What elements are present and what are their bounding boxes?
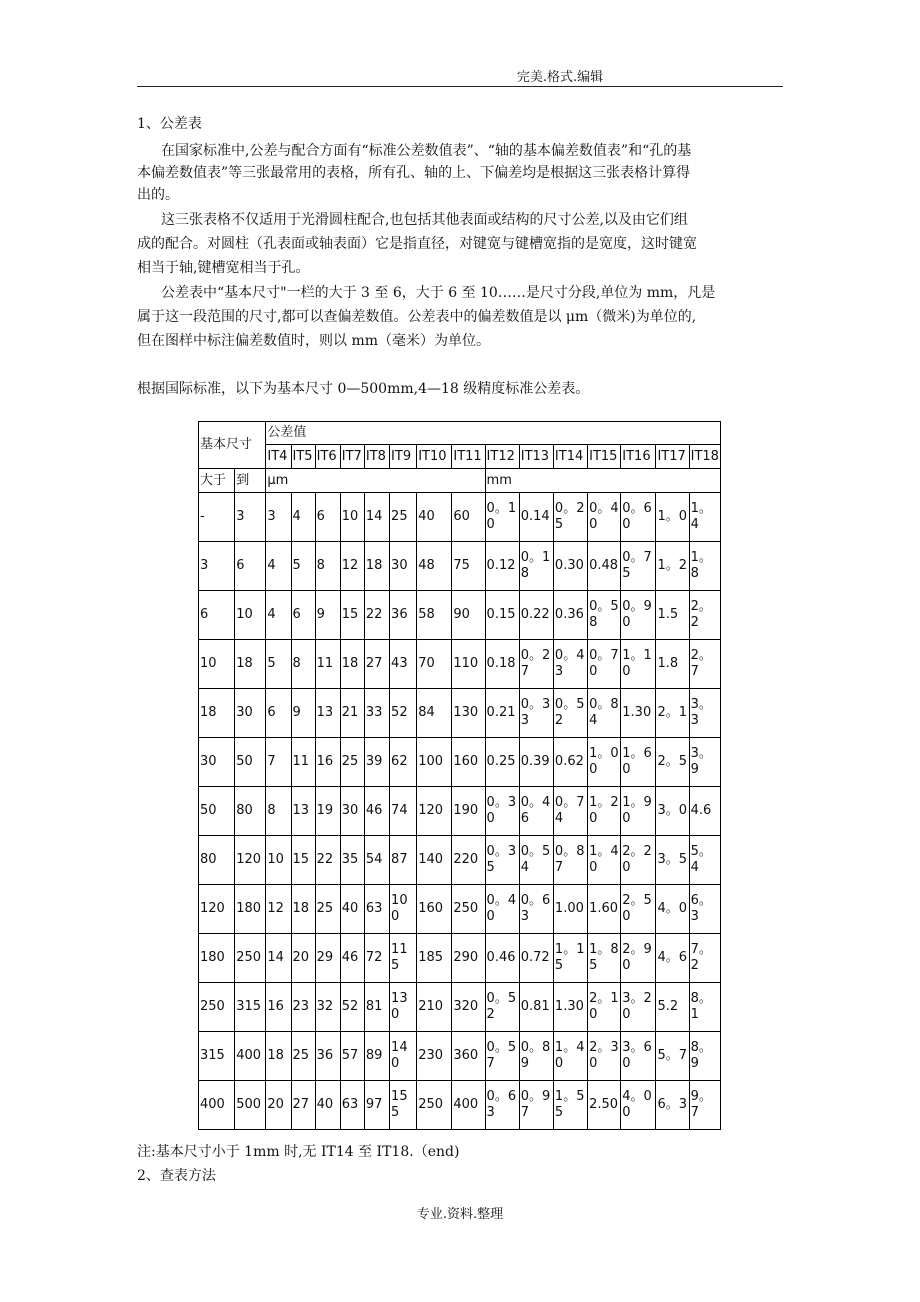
size-to-cell: 180 (235, 885, 266, 934)
tolerance-cell: 48 (417, 542, 452, 591)
tolerance-cell: 3。9 (689, 738, 720, 787)
tolerance-cell: 3 (266, 493, 291, 542)
tolerance-cell: 1。20 (588, 787, 621, 836)
tolerance-cell: 4。00 (621, 1081, 656, 1130)
tolerance-cell: 0。70 (588, 640, 621, 689)
tolerance-cell: 1。85 (588, 934, 621, 983)
table-row (199, 738, 721, 787)
tolerance-cell: 18 (340, 640, 364, 689)
size-from-cell: 80 (199, 836, 235, 885)
tolerance-cell: 22 (364, 591, 389, 640)
tolerance-cell: 5 (291, 542, 315, 591)
tolerance-cell: 74 (390, 787, 417, 836)
grade-header: IT12 (485, 445, 519, 469)
table-row (199, 934, 721, 983)
tolerance-cell: 0。46 (519, 787, 553, 836)
paragraph-line: 出的。 (137, 187, 179, 203)
size-from-cell: 18 (199, 689, 235, 738)
tolerance-cell: 89 (364, 1032, 389, 1081)
table-row (199, 640, 721, 689)
tolerance-cell: 27 (364, 640, 389, 689)
tolerance-cell: 0。25 (553, 493, 587, 542)
tolerance-cell: 0.46 (485, 934, 519, 983)
header-rule (137, 86, 783, 87)
grade-header: IT5 (291, 445, 315, 469)
tolerance-cell: 0。10 (485, 493, 519, 542)
tolerance-cell: 320 (452, 983, 485, 1032)
tolerance-cell: 0。74 (553, 787, 587, 836)
tolerance-cell: 1。55 (553, 1081, 587, 1130)
tolerance-cell: 30 (390, 542, 417, 591)
tolerance-cell: 36 (390, 591, 417, 640)
tolerance-cell: 15 (291, 836, 315, 885)
tolerance-cell: 62 (390, 738, 417, 787)
tolerance-cell: 0。97 (519, 1081, 553, 1130)
tolerance-cell: 0。18 (519, 542, 553, 591)
size-from-cell: 250 (199, 983, 235, 1032)
tolerance-cell: 0.18 (485, 640, 519, 689)
tolerance-cell: 0。89 (519, 1032, 553, 1081)
tolerance-cell: 0.62 (553, 738, 587, 787)
tolerance-cell: 54 (364, 836, 389, 885)
tolerance-cell: 36 (315, 1032, 340, 1081)
grade-header-row (199, 445, 721, 469)
tolerance-cell: 3。3 (689, 689, 720, 738)
tolerance-cell: 12 (340, 542, 364, 591)
tolerance-cell: 0。87 (553, 836, 587, 885)
grade-header: IT16 (621, 445, 656, 469)
from-header: 大于 (199, 469, 235, 493)
tolerance-cell: 23 (291, 983, 315, 1032)
tolerance-cell: 1。60 (621, 738, 656, 787)
tolerance-cell: 57 (340, 1032, 364, 1081)
tolerance-cell: 0。84 (588, 689, 621, 738)
tolerance-cell: 97 (364, 1081, 389, 1130)
tolerance-cell: 0.72 (519, 934, 553, 983)
size-to-cell: 500 (235, 1081, 266, 1130)
size-to-cell: 250 (235, 934, 266, 983)
tolerance-cell: 70 (417, 640, 452, 689)
tolerance-cell: 3。5 (656, 836, 689, 885)
size-to-cell: 315 (235, 983, 266, 1032)
grade-header: IT4 (266, 445, 291, 469)
tolerance-cell: 120 (417, 787, 452, 836)
tolerance-cell: 3。20 (621, 983, 656, 1032)
tolerance-cell: 0.81 (519, 983, 553, 1032)
table-row (199, 493, 721, 542)
tolerance-cell: 25 (340, 738, 364, 787)
tolerance-cell: 63 (340, 1081, 364, 1130)
tolerance-cell: 12 (266, 885, 291, 934)
tolerance-cell: 0.22 (519, 591, 553, 640)
tolerance-cell: 11 (291, 738, 315, 787)
tolerance-cell: 10 (266, 836, 291, 885)
tolerance-cell: 52 (340, 983, 364, 1032)
size-from-cell: 30 (199, 738, 235, 787)
tolerance-cell: 5。4 (689, 836, 720, 885)
unit-header-row (199, 469, 721, 493)
tolerance-cell: 46 (340, 934, 364, 983)
tolerance-cell: 1。4 (689, 493, 720, 542)
tolerance-cell: 130 (390, 983, 417, 1032)
tolerance-cell: 29 (315, 934, 340, 983)
size-from-cell: - (199, 493, 235, 542)
section-2-title: 2、查表方法 (137, 1168, 216, 1184)
size-to-cell: 6 (235, 542, 266, 591)
tolerance-cell: 72 (364, 934, 389, 983)
table-row (199, 1032, 721, 1081)
tolerance-cell: 290 (452, 934, 485, 983)
tolerance-cell: 0.25 (485, 738, 519, 787)
tolerance-cell: 2。7 (689, 640, 720, 689)
tolerance-cell: 14 (364, 493, 389, 542)
tolerance-cell: 40 (315, 1081, 340, 1130)
tolerance-cell: 43 (390, 640, 417, 689)
tolerance-cell: 0。52 (553, 689, 587, 738)
tolerance-cell: 2。90 (621, 934, 656, 983)
tolerance-cell: 6 (266, 689, 291, 738)
tolerance-cell: 39 (364, 738, 389, 787)
tolerance-cell: 0。40 (485, 885, 519, 934)
tolerance-cell: 100 (417, 738, 452, 787)
tolerance-cell: 230 (417, 1032, 452, 1081)
tolerance-cell: 0。43 (553, 640, 587, 689)
tolerance-cell: 100 (390, 885, 417, 934)
grade-header: IT13 (519, 445, 553, 469)
tolerance-cell: 13 (291, 787, 315, 836)
tolerance-cell: 1.60 (588, 885, 621, 934)
tolerance-cell: 8。9 (689, 1032, 720, 1081)
tolerance-cell: 9 (315, 591, 340, 640)
tolerance-cell: 1.8 (656, 640, 689, 689)
tolerance-cell: 8。1 (689, 983, 720, 1032)
tolerance-cell: 8 (291, 640, 315, 689)
tolerance-cell: 210 (417, 983, 452, 1032)
tolerance-cell: 2。50 (621, 885, 656, 934)
tolerance-cell: 40 (340, 885, 364, 934)
tolerance-cell: 9。7 (689, 1081, 720, 1130)
table-row (199, 787, 721, 836)
tolerance-cell: 155 (390, 1081, 417, 1130)
tolerance-cell: 0。63 (519, 885, 553, 934)
tolerance-cell: 1。0 (656, 493, 689, 542)
page-header: 完美.格式.编辑 (516, 70, 604, 85)
tolerance-cell: 1.00 (553, 885, 587, 934)
tolerance-cell: 0。57 (485, 1032, 519, 1081)
tolerance-cell: 20 (291, 934, 315, 983)
tolerance-cell: 250 (417, 1081, 452, 1130)
paragraph-line: 公差表中“基本尺寸"一栏的大于 3 至 6，大于 6 至 10……是尺寸分段,单位为 mm，凡是 (161, 285, 716, 301)
tolerance-cell: 6 (315, 493, 340, 542)
tolerance-cell: 0。27 (519, 640, 553, 689)
tolerance-cell: 25 (390, 493, 417, 542)
tolerance-cell: 0。90 (621, 591, 656, 640)
size-from-cell: 180 (199, 934, 235, 983)
tolerance-cell: 140 (417, 836, 452, 885)
tolerance-cell: 250 (452, 885, 485, 934)
size-to-cell: 10 (235, 591, 266, 640)
tolerance-cell: 220 (452, 836, 485, 885)
tolerance-value-header: 公差值 (266, 422, 721, 445)
tolerance-cell: 1。8 (689, 542, 720, 591)
paragraph-line: 在国家标准中,公差与配合方面有“标准公差数值表”、“轴的基本偏差数值表”和“孔的基 (161, 143, 692, 159)
tolerance-cell: 46 (364, 787, 389, 836)
tolerance-cell: 130 (452, 689, 485, 738)
grade-header: IT8 (364, 445, 389, 469)
tolerance-cell: 60 (452, 493, 485, 542)
tolerance-cell: 0.30 (553, 542, 587, 591)
tolerance-cell: 4。6 (656, 934, 689, 983)
tolerance-cell: 11 (315, 640, 340, 689)
tolerance-cell: 20 (266, 1081, 291, 1130)
tolerance-cell: 1.30 (621, 689, 656, 738)
table-row (199, 689, 721, 738)
grade-header: IT9 (390, 445, 417, 469)
tolerance-cell: 4.6 (689, 787, 720, 836)
tolerance-cell: 33 (364, 689, 389, 738)
tolerance-cell: 4 (266, 591, 291, 640)
tolerance-cell: 0。33 (519, 689, 553, 738)
tolerance-cell: 58 (417, 591, 452, 640)
tolerance-cell: 22 (315, 836, 340, 885)
tolerance-cell: 27 (291, 1081, 315, 1130)
tolerance-cell: 25 (315, 885, 340, 934)
table-row (199, 983, 721, 1032)
tolerance-cell: 0。54 (519, 836, 553, 885)
table-row (199, 885, 721, 934)
tolerance-cell: 1。40 (588, 836, 621, 885)
tolerance-cell: 0。35 (485, 836, 519, 885)
table-row (199, 836, 721, 885)
paragraph-line: 相当于轴,键槽宽相当于孔。 (137, 260, 310, 276)
tolerance-cell: 32 (315, 983, 340, 1032)
size-from-cell: 315 (199, 1032, 235, 1081)
tolerance-cell: 90 (452, 591, 485, 640)
tolerance-cell: 1.5 (656, 591, 689, 640)
grade-header: IT15 (588, 445, 621, 469)
tolerance-cell: 21 (340, 689, 364, 738)
grade-header: IT7 (340, 445, 364, 469)
tolerance-cell: 6。3 (656, 1081, 689, 1130)
tolerance-cell: 9 (291, 689, 315, 738)
tolerance-cell: 6。3 (689, 885, 720, 934)
tolerance-cell: 52 (390, 689, 417, 738)
tolerance-cell: 40 (417, 493, 452, 542)
grade-header: IT11 (452, 445, 485, 469)
tolerance-cell: 160 (452, 738, 485, 787)
table-note: 注:基本尺寸小于 1mm 时,无 IT14 至 IT18.（end) (137, 1144, 460, 1160)
tolerance-cell: 0.39 (519, 738, 553, 787)
tolerance-cell: 1.30 (553, 983, 587, 1032)
tolerance-cell: 110 (452, 640, 485, 689)
grade-header: IT18 (689, 445, 720, 469)
tolerance-cell: 0.15 (485, 591, 519, 640)
tolerance-cell: 63 (364, 885, 389, 934)
tolerance-cell: 3。0 (656, 787, 689, 836)
table-row (199, 591, 721, 640)
tolerance-cell: 2。20 (621, 836, 656, 885)
tolerance-cell: 2。2 (689, 591, 720, 640)
size-from-cell: 6 (199, 591, 235, 640)
tolerance-cell: 2。30 (588, 1032, 621, 1081)
page-footer: 专业.资料.整理 (416, 1207, 504, 1222)
tolerance-cell: 7 (266, 738, 291, 787)
tolerance-cell: 6 (291, 591, 315, 640)
paragraph-line: 属于这一段范围的尺寸,都可以查偏差数值。公差表中的偏差数值是以 μm（微米)为单位的, (137, 309, 697, 325)
tolerance-cell: 0。52 (485, 983, 519, 1032)
unit-mm-header: mm (485, 469, 720, 493)
tolerance-cell: 0。40 (588, 493, 621, 542)
size-from-cell: 120 (199, 885, 235, 934)
tolerance-cell: 30 (340, 787, 364, 836)
tolerance-cell: 1。10 (621, 640, 656, 689)
size-from-cell: 10 (199, 640, 235, 689)
tolerance-cell: 75 (452, 542, 485, 591)
tolerance-cell: 0。58 (588, 591, 621, 640)
paragraph-line: 这三张表格不仅适用于光滑圆柱配合,也包括其他表面或结构的尺寸公差,以及由它们组 (161, 212, 688, 228)
tolerance-cell: 8 (266, 787, 291, 836)
tolerance-cell: 1。90 (621, 787, 656, 836)
size-to-cell: 3 (235, 493, 266, 542)
tolerance-cell: 160 (417, 885, 452, 934)
tolerance-cell: 1。2 (656, 542, 689, 591)
tolerance-cell: 35 (340, 836, 364, 885)
tolerance-cell: 14 (266, 934, 291, 983)
tolerance-cell: 2.50 (588, 1081, 621, 1130)
tolerance-cell: 13 (315, 689, 340, 738)
tolerance-cell: 3。60 (621, 1032, 656, 1081)
tolerance-table (198, 421, 721, 1130)
tolerance-cell: 0.21 (485, 689, 519, 738)
tolerance-cell: 84 (417, 689, 452, 738)
section-1-title: 1、公差表 (137, 116, 202, 132)
tolerance-cell: 18 (266, 1032, 291, 1081)
tolerance-cell: 7。2 (689, 934, 720, 983)
tolerance-cell: 4 (291, 493, 315, 542)
grade-header: IT6 (315, 445, 340, 469)
tolerance-cell: 2。10 (588, 983, 621, 1032)
unit-um-header: μm (266, 469, 485, 493)
tolerance-cell: 0。30 (485, 787, 519, 836)
tolerance-cell: 400 (452, 1081, 485, 1130)
paragraph-line: 但在图样中标注偏差数值时，则以 mm（毫米）为单位。 (137, 333, 490, 349)
tolerance-cell: 1。40 (553, 1032, 587, 1081)
table-intro: 根据国际标准，以下为基本尺寸 0—500mm,4—18 级精度标准公差表。 (137, 381, 590, 397)
tolerance-cell: 115 (390, 934, 417, 983)
tolerance-cell: 18 (291, 885, 315, 934)
grade-header: IT10 (417, 445, 452, 469)
size-from-cell: 3 (199, 542, 235, 591)
tolerance-cell: 0。63 (485, 1081, 519, 1130)
tolerance-cell: 0。60 (621, 493, 656, 542)
size-to-cell: 120 (235, 836, 266, 885)
tolerance-cell: 87 (390, 836, 417, 885)
tolerance-cell: 81 (364, 983, 389, 1032)
paragraph-line: 成的配合。对圆柱（孔表面或轴表面）它是指直径，对键宽与键槽宽指的是宽度，这时键宽 (137, 236, 697, 252)
tolerance-cell: 4 (266, 542, 291, 591)
tolerance-cell: 0。75 (621, 542, 656, 591)
grade-header: IT17 (656, 445, 689, 469)
size-from-cell: 50 (199, 787, 235, 836)
tolerance-cell: 140 (390, 1032, 417, 1081)
tolerance-cell: 5。7 (656, 1032, 689, 1081)
table-header-row (199, 422, 721, 445)
tolerance-cell: 0.12 (485, 542, 519, 591)
size-from-cell: 400 (199, 1081, 235, 1130)
grade-header: IT14 (553, 445, 587, 469)
tolerance-cell: 360 (452, 1032, 485, 1081)
size-to-cell: 18 (235, 640, 266, 689)
tolerance-cell: 5 (266, 640, 291, 689)
tolerance-cell: 18 (364, 542, 389, 591)
size-to-cell: 30 (235, 689, 266, 738)
basic-size-header: 基本尺寸 (199, 422, 266, 469)
tolerance-cell: 25 (291, 1032, 315, 1081)
tolerance-cell: 19 (315, 787, 340, 836)
tolerance-cell: 185 (417, 934, 452, 983)
tolerance-cell: 10 (340, 493, 364, 542)
tolerance-cell: 0.14 (519, 493, 553, 542)
tolerance-cell: 15 (340, 591, 364, 640)
tolerance-cell: 4。0 (656, 885, 689, 934)
tolerance-cell: 8 (315, 542, 340, 591)
tolerance-cell: 0.36 (553, 591, 587, 640)
tolerance-cell: 0.48 (588, 542, 621, 591)
paragraph-line: 本偏差数值表”等三张最常用的表格，所有孔、轴的上、下偏差均是根据这三张表格计算得 (137, 165, 691, 181)
tolerance-cell: 1。15 (553, 934, 587, 983)
tolerance-cell: 16 (315, 738, 340, 787)
table-row (199, 542, 721, 591)
tolerance-cell: 190 (452, 787, 485, 836)
tolerance-cell: 2。5 (656, 738, 689, 787)
tolerance-cell: 16 (266, 983, 291, 1032)
tolerance-cell: 5.2 (656, 983, 689, 1032)
size-to-cell: 80 (235, 787, 266, 836)
size-to-cell: 400 (235, 1032, 266, 1081)
tolerance-cell: 1。00 (588, 738, 621, 787)
to-header: 到 (235, 469, 266, 493)
table-row (199, 1081, 721, 1130)
size-to-cell: 50 (235, 738, 266, 787)
tolerance-cell: 2。1 (656, 689, 689, 738)
